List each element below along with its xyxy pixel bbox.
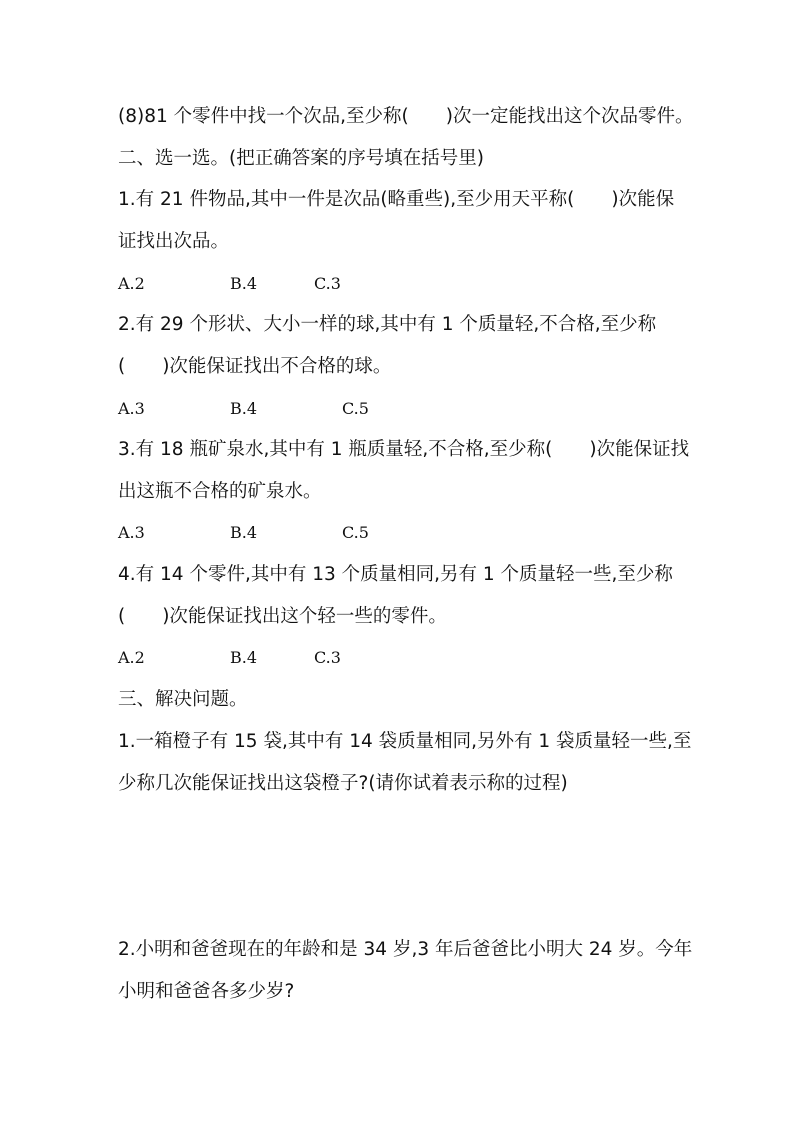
option-c: C.5	[342, 399, 369, 418]
option-a: A.2	[118, 648, 145, 667]
option-c: C.3	[314, 648, 341, 667]
choice-question-2-line-1: 2.有 29 个形状、大小一样的球,其中有 1 个质量轻,不合格,至少称	[118, 314, 657, 335]
choice-question-2-options	[118, 398, 618, 420]
choice-question-3-line-2: 出这瓶不合格的矿泉水。	[118, 481, 322, 502]
choice-question-4-line-2: ( )次能保证找出这个轻一些的零件。	[118, 606, 447, 627]
choice-question-3-line-1: 3.有 18 瓶矿泉水,其中有 1 瓶质量轻,不合格,至少称( )次能保证找	[118, 439, 690, 460]
option-a: A.2	[118, 274, 145, 293]
choice-question-1-line-2: 证找出次品。	[118, 231, 230, 252]
problem-2-line-2: 小明和爸爸各多少岁?	[118, 981, 295, 1002]
option-b: B.4	[230, 274, 258, 293]
choice-question-3-options	[118, 522, 618, 544]
option-a: A.3	[118, 399, 145, 418]
option-c: C.5	[342, 523, 369, 542]
section-2-heading: 二、选一选。(把正确答案的序号填在括号里)	[118, 148, 484, 169]
question-8-text: (8)81 个零件中找一个次品,至少称( )次一定能找出这个次品零件。	[118, 106, 694, 127]
choice-question-1-options	[118, 273, 618, 295]
option-b: B.4	[230, 648, 258, 667]
problem-1-line-1: 1.一箱橙子有 15 袋,其中有 14 袋质量相同,另外有 1 袋质量轻一些,至	[118, 731, 692, 752]
choice-question-4-options	[118, 647, 618, 669]
problem-1-line-2: 少称几次能保证找出这袋橙子?(请你试着表示称的过程)	[118, 773, 568, 794]
problem-2-line-1: 2.小明和爸爸现在的年龄和是 34 岁,3 年后爸爸比小明大 24 岁。今年	[118, 939, 693, 960]
choice-question-1-line-1: 1.有 21 件物品,其中一件是次品(略重些),至少用天平称( )次能保	[118, 189, 675, 210]
choice-question-4-line-1: 4.有 14 个零件,其中有 13 个质量相同,另有 1 个质量轻一些,至少称	[118, 564, 673, 585]
option-a: A.3	[118, 523, 145, 542]
choice-question-2-line-2: ( )次能保证找出不合格的球。	[118, 356, 392, 377]
section-3-heading: 三、解决问题。	[118, 689, 248, 710]
option-b: B.4	[230, 523, 258, 542]
option-c: C.3	[314, 274, 341, 293]
option-b: B.4	[230, 399, 258, 418]
